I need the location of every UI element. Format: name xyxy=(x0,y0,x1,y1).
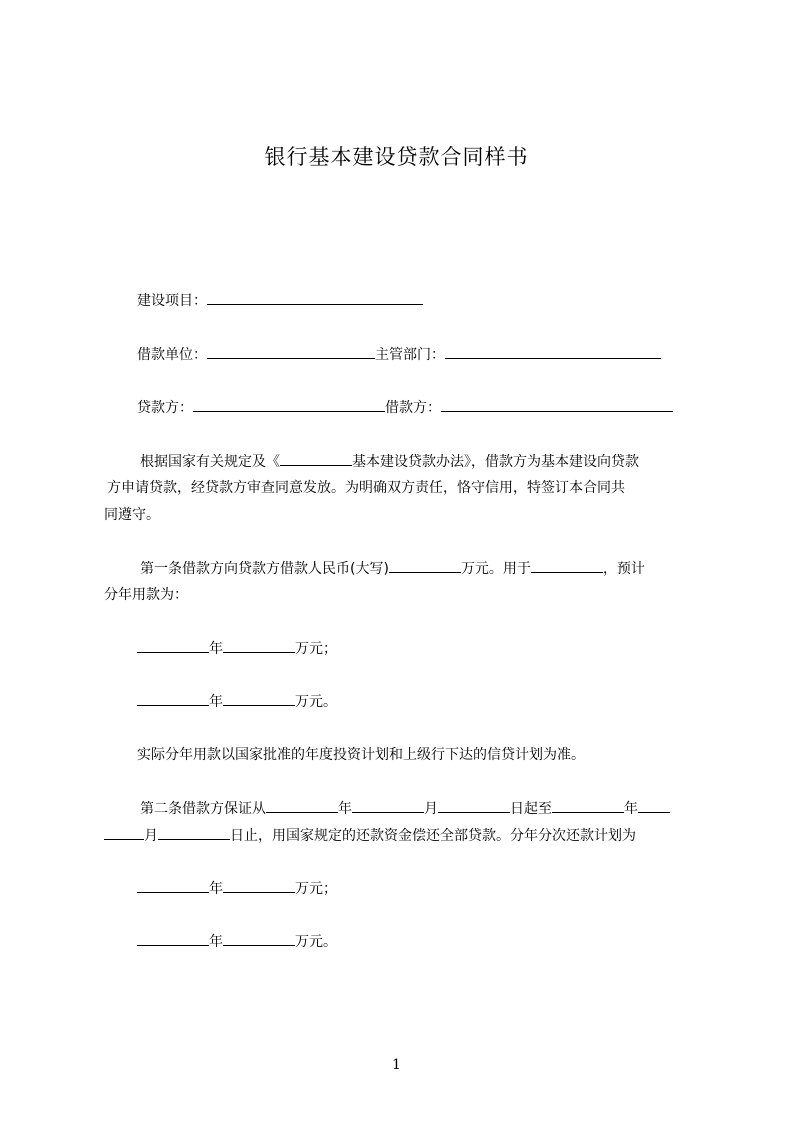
supervisor-blank[interactable] xyxy=(445,344,661,359)
end-month-label: 月 xyxy=(144,828,158,844)
project-blank[interactable] xyxy=(207,290,423,305)
preamble-line-1 xyxy=(140,451,639,472)
article1-text-b: 万元。用于 xyxy=(460,561,531,577)
usage-amount-label: 万元。 xyxy=(295,694,337,710)
usage-year-label: 年 xyxy=(209,694,223,710)
page-number: 1 xyxy=(392,1057,401,1073)
project-label: 建设项目： xyxy=(137,293,207,309)
regulation-name-blank[interactable] xyxy=(280,451,352,466)
borrower-unit-blank[interactable] xyxy=(207,344,375,359)
borrower-unit-row xyxy=(137,344,661,365)
repay-year-label: 年 xyxy=(209,934,223,950)
supervisor-label: 主管部门： xyxy=(375,347,445,363)
loan-amount-blank[interactable] xyxy=(389,558,461,573)
borrower-unit-label: 借款单位： xyxy=(137,347,207,363)
lender-blank[interactable] xyxy=(193,397,385,412)
article1-line-2: 分年用款为： xyxy=(104,587,188,603)
lender-label: 贷款方： xyxy=(137,400,193,416)
end-month-blank-part2[interactable] xyxy=(104,825,144,840)
start-year-label: 年 xyxy=(338,801,352,817)
borrower-label: 借款方： xyxy=(385,400,441,416)
repay-year-blank[interactable] xyxy=(137,878,209,893)
usage-note: 实际分年用款以国家批准的年度投资计划和上级行下达的信贷计划为准。 xyxy=(137,747,585,763)
preamble-text-b: 基本建设贷款办法》，借款方为基本建设向贷款 xyxy=(352,454,639,470)
usage-year-blank[interactable] xyxy=(137,638,209,653)
usage-schedule-row xyxy=(137,638,337,659)
repay-amount-blank[interactable] xyxy=(223,931,295,946)
usage-amount-blank[interactable] xyxy=(223,691,295,706)
article2-text-c: 日止，用国家规定的还款资金偿还全部贷款。分年分次还款计划为 xyxy=(230,828,636,844)
repay-amount-blank[interactable] xyxy=(223,878,295,893)
preamble-line-3: 同遵守。 xyxy=(104,507,160,523)
start-month-blank[interactable] xyxy=(352,798,424,813)
repay-amount-label: 万元。 xyxy=(295,934,337,950)
start-year-blank[interactable] xyxy=(266,798,338,813)
article1-text-c: ，预计 xyxy=(602,561,645,577)
preamble-text-a: 根据国家有关规定及《 xyxy=(140,454,280,470)
usage-amount-blank[interactable] xyxy=(223,638,295,653)
usage-schedule-row xyxy=(137,691,337,712)
repay-amount-label: 万元； xyxy=(295,881,337,897)
end-day-blank[interactable] xyxy=(158,825,230,840)
start-day-blank[interactable] xyxy=(438,798,510,813)
article1-line-1 xyxy=(140,558,645,579)
article2-text-b: 日起至 xyxy=(510,801,552,817)
repay-year-label: 年 xyxy=(209,881,223,897)
parties-row xyxy=(137,397,673,418)
usage-year-blank[interactable] xyxy=(137,691,209,706)
loan-purpose-blank[interactable] xyxy=(531,558,603,573)
borrower-blank[interactable] xyxy=(441,397,673,412)
usage-year-label: 年 xyxy=(209,641,223,657)
repayment-schedule-row xyxy=(137,931,337,952)
end-year-blank[interactable] xyxy=(552,798,624,813)
end-month-blank-part1[interactable] xyxy=(638,798,670,813)
repay-year-blank[interactable] xyxy=(137,931,209,946)
start-month-label: 月 xyxy=(424,801,438,817)
article1-text-a: 第一条借款方向贷款方借款人民币(大写) xyxy=(140,561,389,577)
article2-text-a: 第二条借款方保证从 xyxy=(140,801,266,817)
usage-amount-label: 万元； xyxy=(295,641,337,657)
page-title: 银行基本建设贷款合同样书 xyxy=(264,145,529,169)
article2-line-2 xyxy=(104,825,636,846)
article2-line-1 xyxy=(140,798,670,819)
repayment-schedule-row xyxy=(137,878,337,899)
end-year-label: 年 xyxy=(624,801,638,817)
project-field-row xyxy=(137,290,423,311)
preamble-line-2: 方申请贷款，经贷款方审查同意发放。为明确双方责任，恪守信用，特签订本合同共 xyxy=(107,480,625,496)
